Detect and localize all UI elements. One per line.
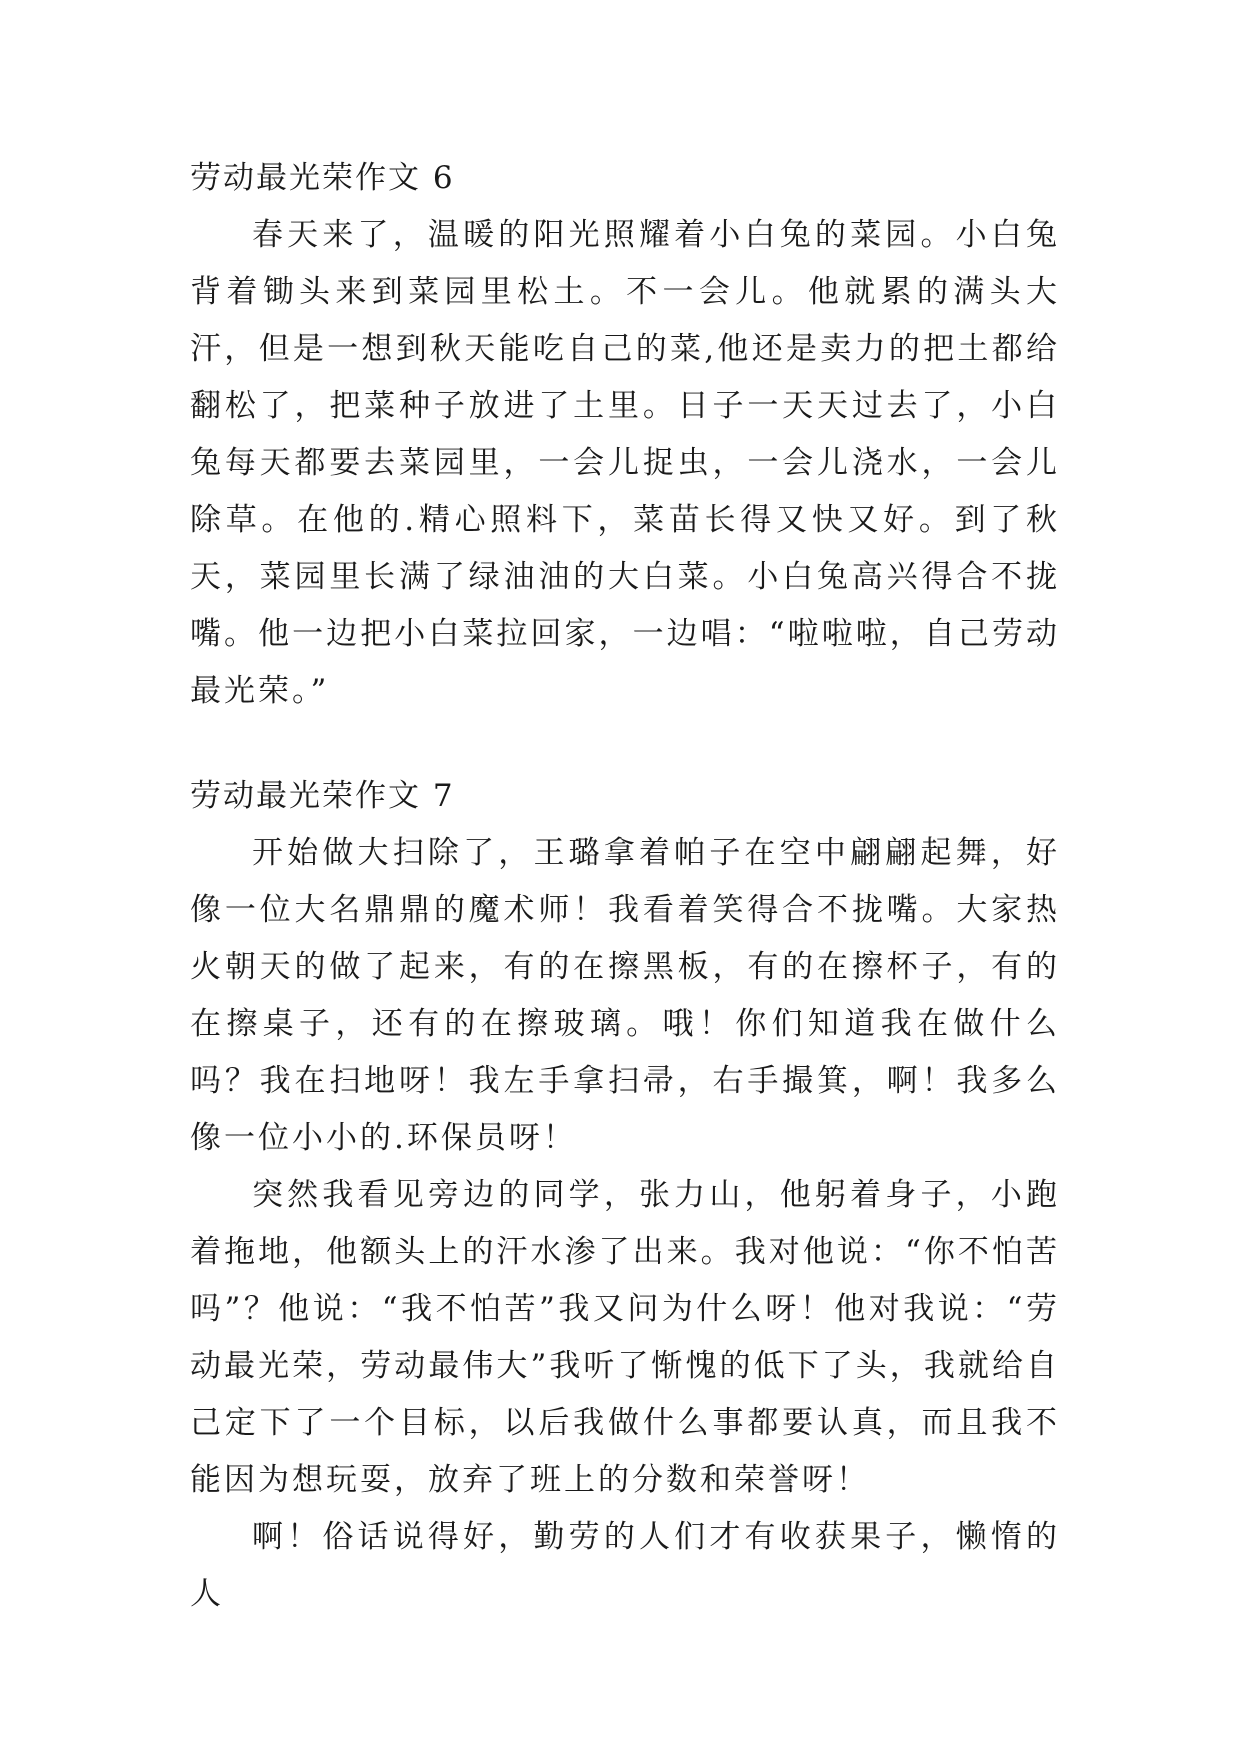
essay-section-6: [190, 150, 1060, 720]
essay-title: 劳动最光荣作文 6: [190, 160, 455, 196]
essay-title: 劳动最光荣作文 7: [190, 778, 455, 814]
essay-paragraph: 啊！俗话说得好，勤劳的人们才有收获果子，懒惰的人: [190, 1519, 1060, 1612]
essay-paragraph: 开始做大扫除了，王璐拿着帕子在空中翩翩起舞，好像一位大名鼎鼎的魔术师！我看着笑得合不拢嘴。大家热火朝天的做了起来，有的在擦黑板，有的在擦杯子，有的在擦桌子，还有的在擦玻璃。哦！你们知道我在做什么吗？我在扫地呀！我左手拿扫帚，右手撮箕，啊！我多么像一位小小的.环保员呀！: [190, 835, 1060, 1156]
essay-section-7: [190, 768, 1060, 1623]
document-body: [190, 150, 1060, 1623]
essay-paragraph: 突然我看见旁边的同学，张力山，他躬着身子，小跑着拖地，他额头上的汗水渗了出来。我对他说：“你不怕苦吗”？他说：“我不怕苦”我又问为什么呀！他对我说：“劳动最光荣，劳动最伟大”我听了惭愧的低下了头，我就给自己定下了一个目标，以后我做什么事都要认真，而且我不能因为想玩耍，放弃了班上的分数和荣誉呀！: [190, 1177, 1060, 1498]
section-spacer: [190, 720, 1060, 768]
essay-paragraph: 春天来了，温暖的阳光照耀着小白兔的菜园。小白兔背着锄头来到菜园里松土。不一会儿。他就累的满头大汗，但是一想到秋天能吃自己的菜,他还是卖力的把土都给翻松了，把菜种子放进了土里。日子一天天过去了，小白兔每天都要去菜园里，一会儿捉虫，一会儿浇水，一会儿除草。在他的.精心照料下，菜苗长得又快又好。到了秋天，菜园里长满了绿油油的大白菜。小白兔高兴得合不拢嘴。他一边把小白菜拉回家，一边唱：“啦啦啦，自己劳动最光荣。”: [190, 217, 1060, 709]
